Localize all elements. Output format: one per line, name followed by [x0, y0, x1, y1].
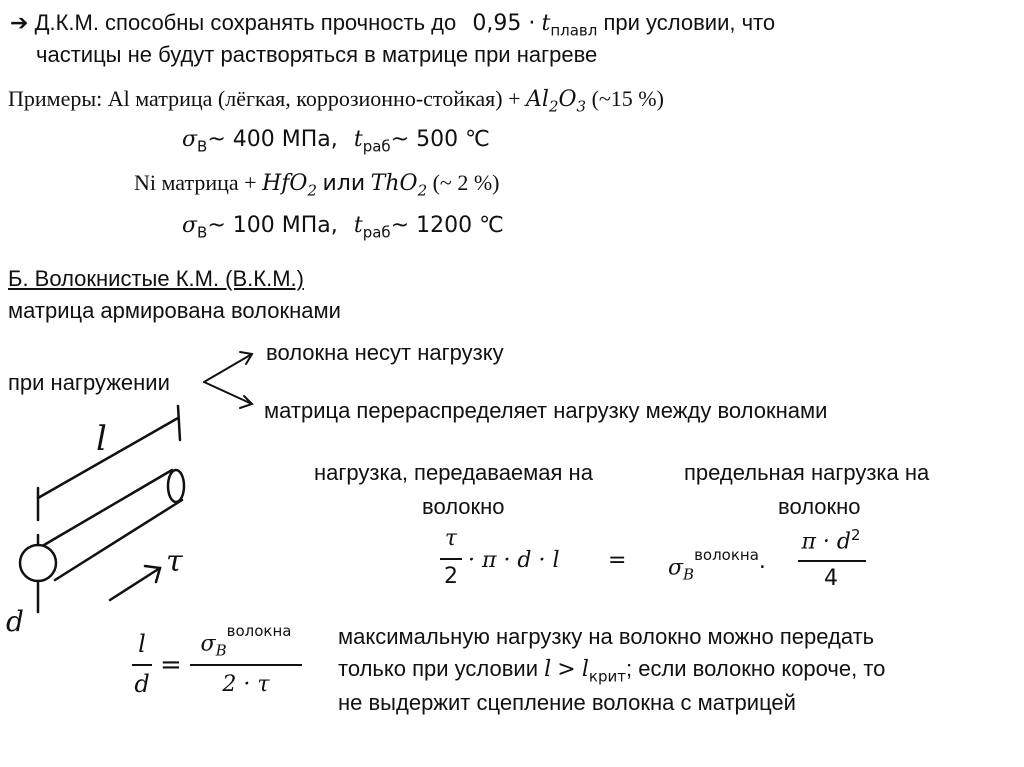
conclusion-line-3: не выдержит сцепление волокна с матрицей	[338, 690, 796, 715]
right-caption-2: волокно	[778, 494, 861, 519]
fiber-body-top	[44, 470, 172, 545]
branch-arrow-up	[204, 354, 252, 382]
conclusion-line-2: только при условии $l > l_{крит}$; если волокно короче, то	[338, 656, 886, 686]
al-text: Al матрица (лёгкая, коррозионно-стойкая) +	[107, 86, 521, 111]
examples-label: Примеры:	[8, 86, 103, 111]
al-properties: $\sigma_В\sim$ 400 МПа, $t_{раб}\sim$ 500 ℃	[182, 127, 490, 156]
branch-arrow-down	[204, 382, 252, 404]
fiber-body-bottom	[55, 500, 182, 580]
ratio-right-numerator: $\sigma_B^{волокна}$	[200, 622, 292, 660]
branch-bottom-text: матрица перераспределяет нагрузку между волокнами	[264, 398, 828, 423]
intro-value: 0,95 ·	[472, 11, 536, 36]
fiber-section-circle	[20, 545, 56, 581]
rhs-sigma: $\sigma_B^{волокна}\cdot$	[668, 546, 766, 584]
lhs-numerator: τ	[444, 526, 458, 551]
arrow-icon: ➔	[10, 10, 29, 35]
length-label: l	[96, 419, 107, 459]
ni-properties: $\sigma_В\sim$ 100 МПа, $t_{раб}\sim$ 1200 ℃	[182, 213, 504, 242]
intro-text: Д.К.М. способны сохранять прочность до	[34, 10, 457, 35]
ni-formula-1: HfO$_2$	[262, 171, 317, 200]
al-formula: $Al_2O_3$	[526, 87, 587, 116]
left-caption-1: нагрузка, передаваемая на	[314, 460, 593, 485]
intro-tail: при условии, что	[603, 10, 776, 35]
rhs-fraction-bar	[798, 560, 866, 562]
al-percent: (~15 %)	[591, 86, 664, 111]
ratio-right-denominator: 2 · τ	[222, 672, 270, 697]
ratio-numerator: l	[138, 630, 146, 658]
branch-top-text: волокна несут нагрузку	[266, 340, 504, 365]
intro-t: t	[541, 11, 551, 36]
intro-t-sub: плавл	[550, 21, 598, 40]
dimension-tick-right	[178, 406, 180, 440]
ratio-denominator: d	[134, 670, 150, 698]
lhs-fraction-bar	[440, 558, 462, 560]
section-b-heading: Б. Волокнистые К.М. (В.К.М.)	[8, 266, 304, 291]
shear-arrow	[110, 568, 160, 600]
section-b-subtitle: матрица армирована волокнами	[8, 298, 341, 323]
ratio-equals: =	[160, 650, 182, 680]
right-caption-1: предельная нагрузка на	[684, 460, 930, 485]
conclusion-line-1: максимальную нагрузку на волокно можно передать	[338, 624, 875, 649]
ratio-bar-right	[190, 664, 302, 666]
intro-line-2: частицы не будут растворяться в матрице при нагреве	[36, 42, 598, 67]
equation-equals: =	[608, 548, 627, 573]
ratio-bar-left	[132, 664, 152, 666]
branch-arrows	[204, 352, 252, 408]
left-caption-2: волокно	[422, 494, 505, 519]
rhs-numerator: $\pi \cdot d^2$	[801, 526, 861, 555]
tau-label: τ	[166, 544, 183, 579]
dimension-line	[38, 418, 178, 498]
rhs-denominator: 4	[824, 566, 838, 591]
lhs-denominator: 2	[444, 564, 458, 589]
loading-label: при нагружении	[8, 370, 170, 395]
ni-formula-2: ThO$_2$	[370, 171, 428, 200]
fiber-end-cap	[168, 470, 184, 502]
lhs-tail: · π · d · l	[468, 548, 560, 573]
diameter-label: d	[6, 605, 24, 638]
ni-line: Ni матрица + HfO$_2$ или ThO$_2$ (~ 2 %)	[134, 170, 500, 200]
